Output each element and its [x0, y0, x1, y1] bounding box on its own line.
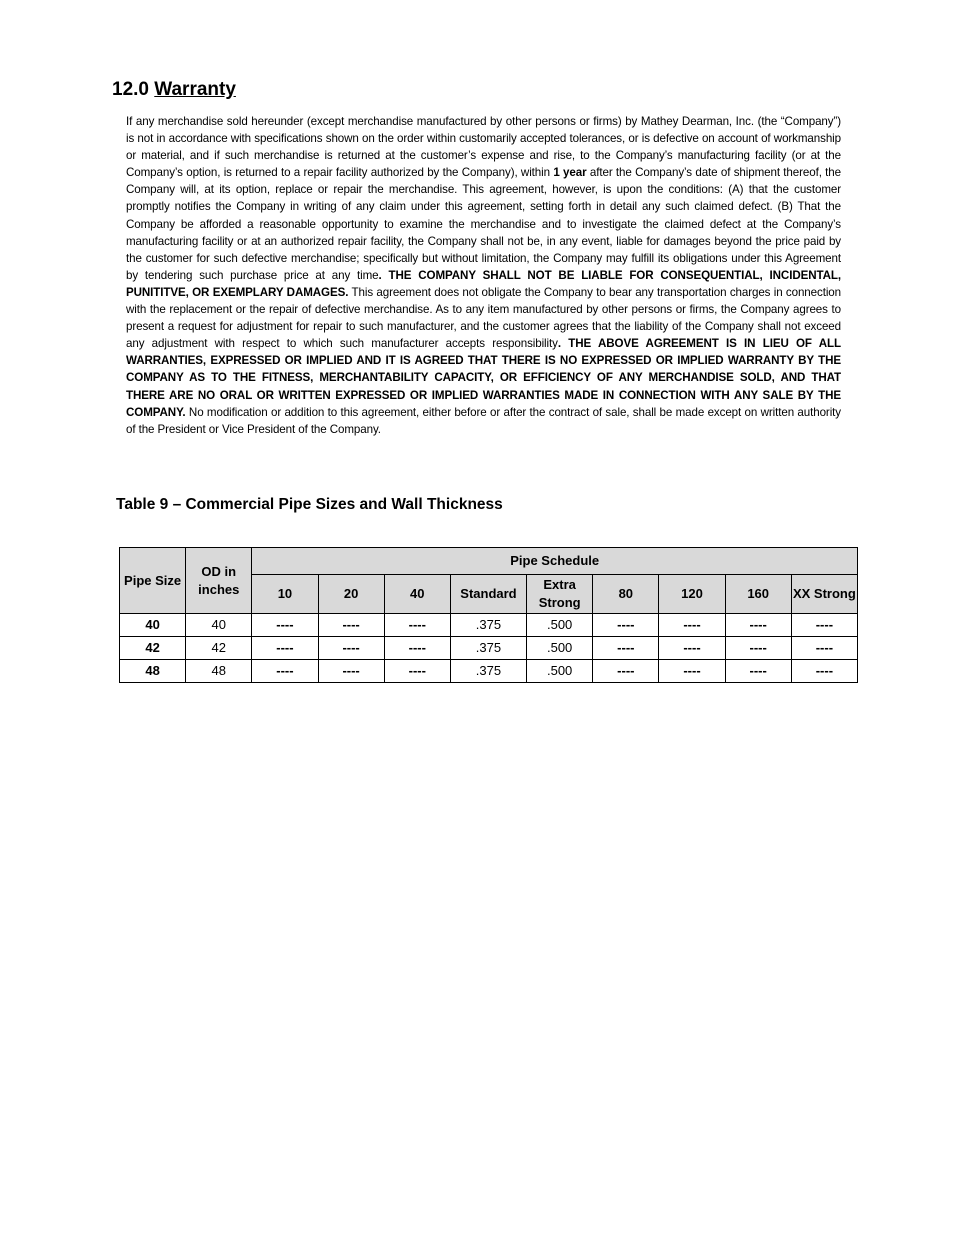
cell-value: .500: [527, 614, 593, 637]
cell-value: ----: [384, 660, 450, 683]
cell-pipe-size: 48: [120, 660, 186, 683]
pipe-sizes-table: [119, 547, 858, 683]
cell-value: ----: [593, 637, 659, 660]
cell-value: ----: [252, 614, 318, 637]
cell-od: 40: [186, 614, 252, 637]
header-pipe-schedule: Pipe Schedule: [252, 548, 858, 575]
cell-value: ----: [252, 637, 318, 660]
header-schedule-40: 40: [384, 575, 450, 614]
warranty-text-1: If any merchandise sold hereunder (except merchandise manufactured by other persons or firms) by Mathey Dearman, Inc. (the “Company”) is not in accordance with specifications shown on the order within customarily accepted tolerances, or is defective on account of workmanship or material, and if such merchandise is returned at the customer’s expense and rise, to the Company’s manufacturing facility (or at the Company’s option, is returned to a repair facility authorized by the Company), within: [126, 115, 841, 180]
cell-value: ----: [659, 637, 725, 660]
cell-pipe-size: 40: [120, 614, 186, 637]
warranty-text-2: after the Company’s date of shipment thereof, the Company will, at its option, replace or repair the merchandise. This agreement, however, is upon the conditions: (A) that the customer promptly notifies the Company in writing of any claim under this agreement, setting forth in detail any such claimed defect. (B) That the Company be afforded a reasonable opportunity to examine the merchandise and to investigate the claimed defect at the Company’s manufacturing facility or at an authorized repair facility, the Company shall not be, in any event, liable for damages beyond the price paid by the customer for such defective merchandise; specifically but without limitation, the Company may fulfill its obligations under this Agreement by tendering such purchase price at any time: [126, 166, 841, 282]
header-schedule-160: 160: [725, 575, 791, 614]
warranty-disclaimer: . THE ABOVE AGREEMENT IS IN LIEU OF ALL WARRANTIES, EXPRESSED OR IMPLIED AND IT IS AGREED THAT THERE IS NO EXPRESSED OR IMPLIED WARRANTY BY THE COMPANY AS TO THE FITNESS, MERCHANTABILITY CAPACITY, OR EFFICIENCY OF ANY MERCHANDISE SOLD, AND THAT THERE ARE NO ORAL OR WRITTEN EXPRESSED OR IMPLIED WARRANTIES MADE IN CONNECTION WITH ANY SALE BY THE COMPANY.: [126, 337, 841, 419]
cell-value: ----: [318, 614, 384, 637]
section-title: Warranty: [154, 79, 236, 100]
header-schedule-10: 10: [252, 575, 318, 614]
cell-value: ----: [725, 614, 791, 637]
header-schedule-xx-strong: XX Strong: [791, 575, 857, 614]
cell-value: ----: [593, 614, 659, 637]
cell-value: .375: [450, 660, 526, 683]
cell-value: ----: [593, 660, 659, 683]
cell-value: ----: [725, 660, 791, 683]
cell-od: 42: [186, 637, 252, 660]
cell-value: .500: [527, 660, 593, 683]
header-schedule-20: 20: [318, 575, 384, 614]
cell-value: ----: [659, 660, 725, 683]
warranty-text-3: This agreement does not obligate the Company to bear any transportation charges in connection with the replacement or the repair of defective merchandise. As to any item manufactured by other persons or firms, the Company agrees to present a request for adjustment for repair to such manufacturer, and the customer agrees that the liability of the Company shall not exceed any adjustment with respect to which such manufacturer accepts responsibility: [126, 285, 841, 351]
warranty-duration: 1 year: [553, 166, 587, 180]
cell-value: .375: [450, 614, 526, 637]
cell-value: ----: [791, 637, 857, 660]
liability-disclaimer: . THE COMPANY SHALL NOT BE LIABLE FOR CONSEQUENTIAL, INCIDENTAL, PUNITITVE, OR EXEMPLARY DAMAGES.: [126, 268, 841, 299]
header-schedule-standard: Standard: [450, 575, 526, 614]
cell-value: ----: [318, 660, 384, 683]
cell-value: ----: [791, 614, 857, 637]
cell-value: ----: [252, 660, 318, 683]
cell-value: ----: [791, 660, 857, 683]
warranty-paragraph: [126, 113, 841, 438]
cell-pipe-size: 42: [120, 637, 186, 660]
table-row: [120, 614, 858, 637]
cell-value: ----: [725, 637, 791, 660]
warranty-text-4: No modification or addition to this agreement, either before or after the contract of sale, shall be made except on written authority of the President or Vice President of the Company.: [126, 405, 841, 436]
cell-value: .375: [450, 637, 526, 660]
header-schedule-extra-strong: Extra Strong: [527, 575, 593, 614]
cell-value: ----: [659, 614, 725, 637]
header-od-inches: OD in inches: [186, 548, 252, 614]
header-schedule-120: 120: [659, 575, 725, 614]
header-schedule-80: 80: [593, 575, 659, 614]
cell-value: ----: [384, 614, 450, 637]
cell-value: ----: [318, 637, 384, 660]
header-pipe-size: Pipe Size: [120, 548, 186, 614]
cell-value: .500: [527, 637, 593, 660]
table-row: [120, 660, 858, 683]
table-row: [120, 637, 858, 660]
table-header-row: [120, 548, 858, 575]
section-heading: [112, 79, 236, 101]
section-number: 12.0: [112, 79, 149, 100]
cell-od: 48: [186, 660, 252, 683]
cell-value: ----: [384, 637, 450, 660]
table-caption: Table 9 – Commercial Pipe Sizes and Wall Thickness: [116, 496, 503, 513]
